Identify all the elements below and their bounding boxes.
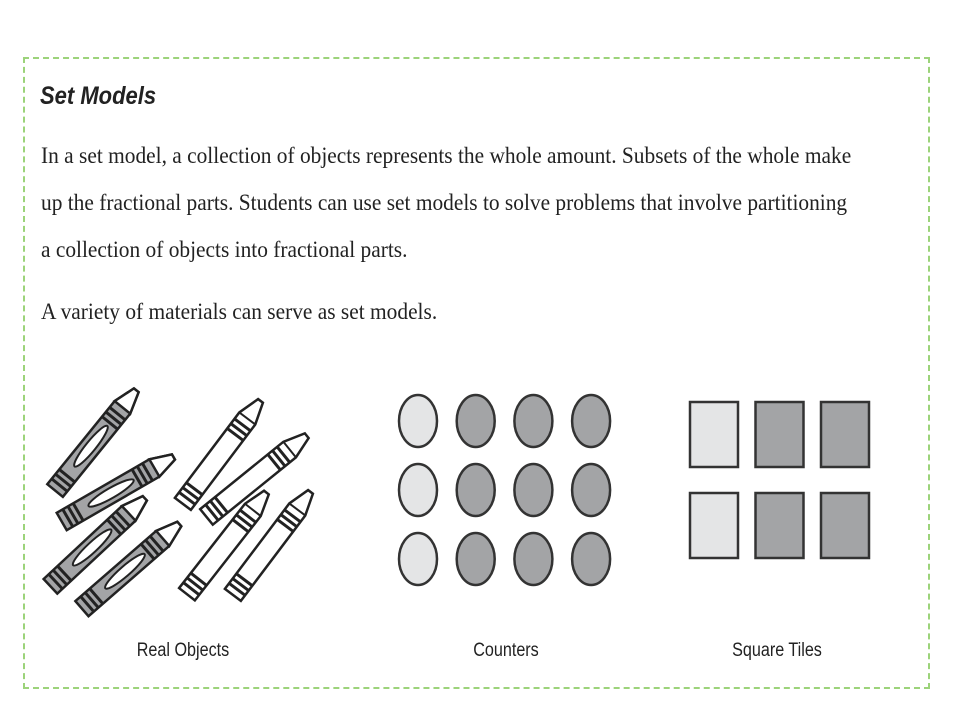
counter [514, 533, 552, 585]
label-real-objects: Real Objects [136, 640, 230, 661]
counter [514, 464, 552, 516]
counter [514, 395, 552, 447]
counter [399, 533, 437, 585]
gray-crayon [75, 516, 185, 616]
square-tile [756, 402, 804, 467]
counter [572, 533, 610, 585]
counter [457, 464, 495, 516]
counter [457, 395, 495, 447]
counter [572, 464, 610, 516]
counter [572, 395, 610, 447]
square-tile [821, 402, 869, 467]
square-tile [690, 402, 738, 467]
counter [457, 533, 495, 585]
label-counters: Counters [473, 640, 539, 661]
intro-paragraph: In a set model, a collection of objects represents the whole amount. Subsets of the whole make up the fractional parts. Students can use set models to solve problems that involve partitioning a collection of objects into fractional parts. [41, 143, 852, 262]
square-tile [690, 493, 738, 558]
label-square-tiles: Square Tiles [732, 640, 822, 661]
materials-paragraph: A variety of materials can serve as set models. [41, 299, 438, 324]
counter [399, 464, 437, 516]
counters-grid [399, 395, 610, 585]
square-tile [756, 493, 804, 558]
section-title: Set Models [40, 82, 157, 110]
square-tiles-grid [690, 402, 869, 558]
real-objects-crayons [44, 384, 319, 616]
square-tile [821, 493, 869, 558]
counter [399, 395, 437, 447]
